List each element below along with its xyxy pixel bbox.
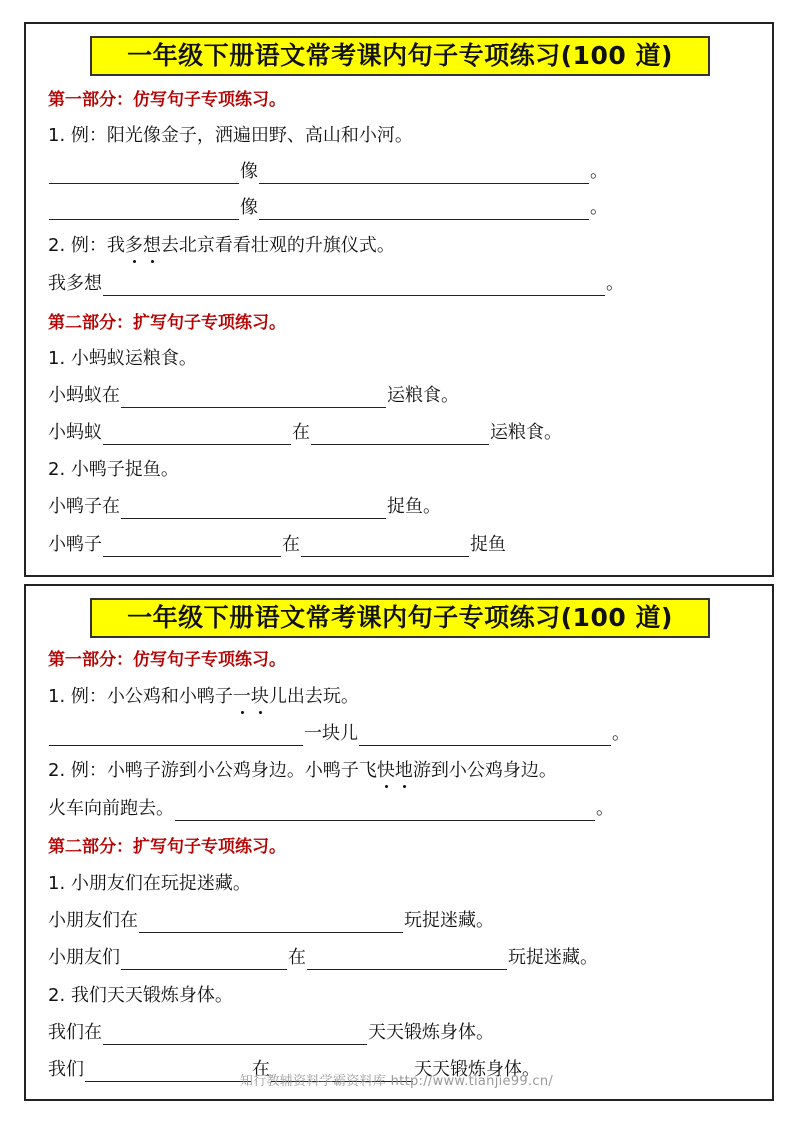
worksheet-title: 一年级下册语文常考课内句子专项练习(100 道) <box>90 598 710 638</box>
line-end: 天天锻炼身体。 <box>414 1059 540 1080</box>
prompt-text: 2. 例：我 <box>48 235 125 256</box>
q2-prompt <box>48 234 395 258</box>
line-mid: 在 <box>288 947 306 968</box>
answer-blank[interactable] <box>103 424 291 445</box>
end-punct: 。 <box>606 273 624 294</box>
emphasis-char: 块 <box>250 686 269 707</box>
q4-answer-line-2 <box>48 533 506 557</box>
answer-blank[interactable] <box>121 498 386 519</box>
q3-answer-line-1 <box>48 384 459 408</box>
line-start: 小蚂蚁在 <box>48 385 120 406</box>
answer-blank[interactable] <box>103 536 281 557</box>
q3-answer-line-1 <box>48 909 494 933</box>
q1-prompt: 1. 例：阳光像金子，洒遍田野、高山和小河。 <box>48 125 413 146</box>
fixed-word: 一块儿 <box>304 723 358 744</box>
end-punct: 。 <box>596 798 614 819</box>
line-start: 小鸭子在 <box>48 496 120 517</box>
line-end: 玩捉迷藏。 <box>404 910 494 931</box>
end-punct: 。 <box>612 723 630 744</box>
q2-answer-line <box>48 272 624 296</box>
answer-blank[interactable] <box>301 536 469 557</box>
answer-blank[interactable] <box>259 199 589 220</box>
q1-prompt <box>48 685 359 709</box>
part1-heading: 第一部分：仿写句子专项练习。 <box>48 90 286 110</box>
line-end: 玩捉迷藏。 <box>508 947 598 968</box>
answer-blank[interactable] <box>259 163 589 184</box>
answer-blank[interactable] <box>103 1024 367 1045</box>
line-end: 捉鱼 <box>470 534 506 555</box>
q4-prompt: 2. 小鸭子捉鱼。 <box>48 459 179 480</box>
prompt-text: 去北京看看壮观的升旗仪式。 <box>160 235 395 256</box>
line-start: 小朋友们 <box>48 947 120 968</box>
prompt-text: 儿出去玩。 <box>268 686 359 707</box>
q2-answer-line <box>48 797 614 821</box>
fixed-word: 像 <box>240 161 258 182</box>
part2-heading: 第二部分：扩写句子专项练习。 <box>48 837 286 857</box>
q1-answer-line-2 <box>48 196 608 220</box>
answer-blank[interactable] <box>121 387 386 408</box>
answer-blank[interactable] <box>139 912 403 933</box>
worksheet-panel-2 <box>24 584 774 1101</box>
line-start: 我们 <box>48 1059 84 1080</box>
q1-answer-line-1 <box>48 160 608 184</box>
line-end: 天天锻炼身体。 <box>368 1022 494 1043</box>
watermark: 知行教辅资料学霸资料库 http://www.tianjie99.cn/ <box>239 1074 554 1089</box>
line-start: 小朋友们在 <box>48 910 138 931</box>
line-end: 捉鱼。 <box>387 496 441 517</box>
part2-heading: 第二部分：扩写句子专项练习。 <box>48 313 286 333</box>
q4-prompt: 2. 我们天天锻炼身体。 <box>48 985 233 1006</box>
q1-answer-line <box>48 722 630 746</box>
answer-blank[interactable] <box>359 725 611 746</box>
emphasis-char: 多 <box>124 235 143 256</box>
answer-blank[interactable] <box>49 725 303 746</box>
line-mid: 在 <box>282 534 300 555</box>
line-mid: 在 <box>292 422 310 443</box>
answer-blank[interactable] <box>103 275 605 296</box>
line-start: 我们在 <box>48 1022 102 1043</box>
prompt-text: 1. 例：小公鸡和小鸭子 <box>48 686 233 707</box>
line-mid: 在 <box>252 1059 270 1080</box>
part1-heading: 第一部分：仿写句子专项练习。 <box>48 650 286 670</box>
emphasis-char: 一 <box>232 686 251 707</box>
fixed-word: 像 <box>240 197 258 218</box>
line-start: 小鸭子 <box>48 534 102 555</box>
answer-blank[interactable] <box>307 949 507 970</box>
emphasis-char: 地 <box>394 760 413 781</box>
q3-prompt: 1. 小朋友们在玩捉迷藏。 <box>48 873 251 894</box>
prompt-text: 2. 例：小鸭子游到小公鸡身边。小鸭子飞 <box>48 760 377 781</box>
emphasis-char: 想 <box>142 235 161 256</box>
answer-blank[interactable] <box>175 800 595 821</box>
line-start: 火车向前跑去。 <box>48 798 174 819</box>
emphasis-char: 快 <box>376 760 395 781</box>
q4-answer-line-1 <box>48 495 441 519</box>
end-punct: 。 <box>590 197 608 218</box>
q3-answer-line-2 <box>48 946 598 970</box>
end-punct: 。 <box>590 161 608 182</box>
answer-blank[interactable] <box>49 163 239 184</box>
worksheet-title: 一年级下册语文常考课内句子专项练习(100 道) <box>90 36 710 76</box>
answer-blank[interactable] <box>49 199 239 220</box>
line-start: 小蚂蚁 <box>48 422 102 443</box>
line-end: 运粮食。 <box>490 422 562 443</box>
q4-answer-line-1 <box>48 1021 494 1045</box>
answer-blank[interactable] <box>311 424 489 445</box>
q2-prompt <box>48 759 557 783</box>
line-end: 运粮食。 <box>387 385 459 406</box>
line-start: 我多想 <box>48 273 102 294</box>
q3-answer-line-2 <box>48 421 562 445</box>
prompt-text: 游到小公鸡身边。 <box>412 760 557 781</box>
worksheet-panel-1 <box>24 22 774 577</box>
q3-prompt: 1. 小蚂蚁运粮食。 <box>48 348 197 369</box>
answer-blank[interactable] <box>121 949 287 970</box>
